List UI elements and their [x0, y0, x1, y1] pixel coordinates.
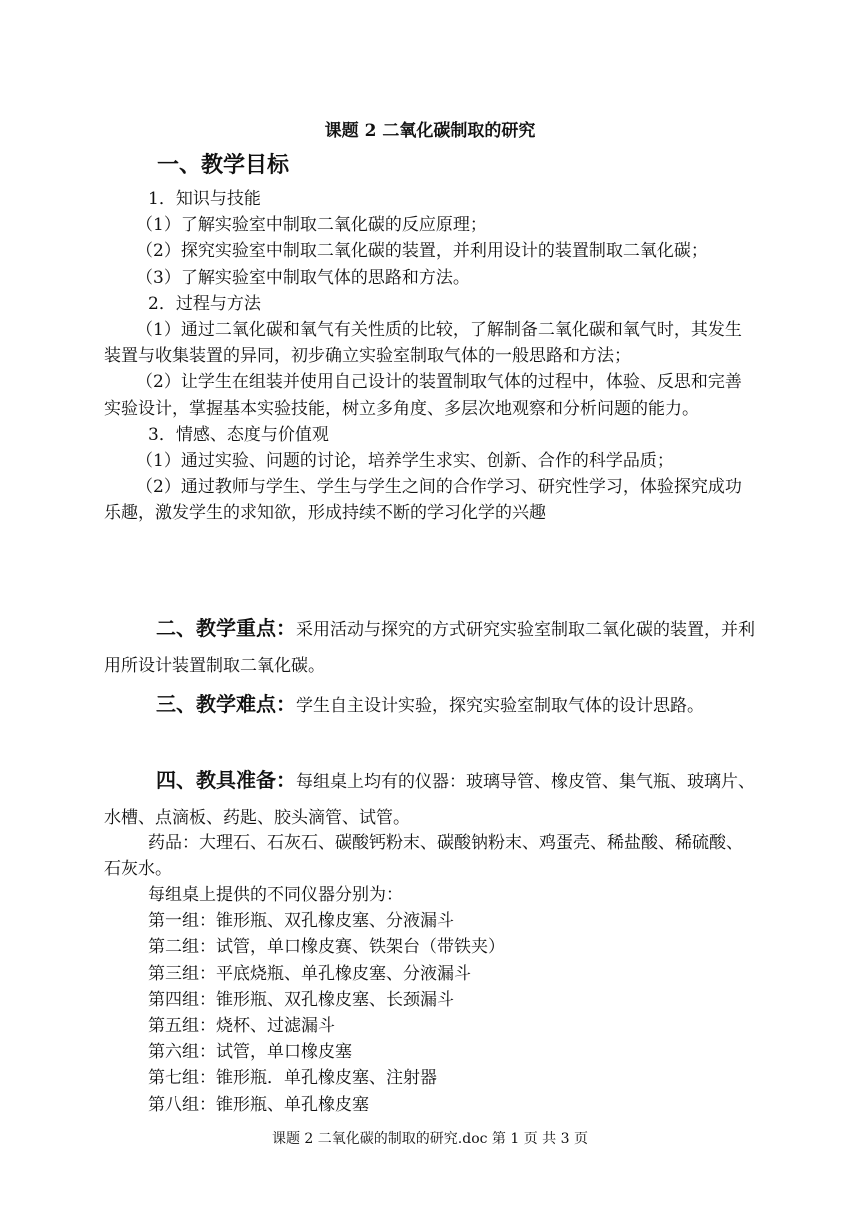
section-materials [104, 762, 758, 836]
group-item: 第五组：烧杯、过滤漏斗 [148, 1016, 335, 1037]
group-item: 第七组：锥形瓶．单孔橡皮塞、注射器 [148, 1068, 437, 1089]
materials-heading: 四、教具准备： [156, 768, 296, 792]
section-heading-teaching-goals: 一、教学目标 [157, 152, 290, 178]
section-difficulties [104, 686, 758, 724]
group-item: 第一组：锥形瓶、双孔橡皮塞、分液漏斗 [148, 911, 454, 932]
goal-item: （1）通过二氧化碳和氧气有关性质的比较，了解制备二氧化碳和氧气时，其发生装置与收集装置的异同，初步确立实验室制取气体的一般思路和方法； [104, 320, 742, 367]
goal-subheading-knowledge: 1．知识与技能 [148, 189, 261, 209]
group-list [148, 882, 505, 1118]
materials-drugs: 药品：大理石、石灰石、碳酸钙粉末、碳酸钠粉末、鸡蛋壳、稀盐酸、稀硫酸、石灰水。 [104, 833, 743, 880]
group-item: 第八组：锥形瓶、单孔橡皮塞 [148, 1094, 369, 1115]
goal-item: （2）让学生在组装并使用自己设计的装置制取气体的过程中，体验、反思和完善实验设计，掌握基本实验技能，树立多角度、多层次地观察和分析问题的能力。 [104, 372, 742, 419]
materials-text: 每组桌上均有的仪器：玻璃导管、橡皮管、集气瓶、玻璃片、水槽、点滴板、药匙、胶头滴管、试管。 [104, 772, 755, 828]
goal-item: （2）探究实验室中制取二氧化碳的装置，并利用设计的装置制取二氧化碳； [136, 241, 708, 262]
group-item: 第二组：试管，单口橡皮赛、铁架台（带铁夹） [148, 937, 505, 958]
key-points-text: 采用活动与探究的方式研究实验室制取二氧化碳的装置，并利用所设计装置制取二氧化碳。 [104, 620, 755, 676]
goal-subheading-process: 2．过程与方法 [148, 293, 261, 314]
group-item: 第四组：锥形瓶、双孔橡皮塞、长颈漏斗 [148, 989, 454, 1010]
section-key-points [104, 610, 758, 684]
goal-item: （1）了解实验室中制取二氧化碳的反应原理； [136, 215, 487, 236]
goal-item: （2）通过教师与学生、学生与学生之间的合作学习、研究性学习，体验探究成功乐趣，激发学生的求知欲，形成持续不断的学习化学的兴趣 [104, 477, 742, 524]
goal-item: （1）通过实验、问题的讨论，培养学生求实、创新、合作的科学品质； [136, 451, 674, 472]
difficulties-heading: 三、教学难点： [156, 692, 296, 716]
goal-subheading-attitude: 3．情感、态度与价值观 [148, 424, 329, 445]
key-points-heading: 二、教学重点： [156, 616, 296, 640]
groups-intro: 每组桌上提供的不同仪器分别为： [148, 885, 403, 905]
teaching-goals-body [104, 186, 758, 527]
goal-item: （3）了解实验室中制取气体的思路和方法。 [136, 267, 470, 288]
materials-drugs-block [104, 830, 758, 882]
group-item: 第三组：平底烧瓶、单孔橡皮塞、分液漏斗 [148, 963, 471, 984]
page-footer: 课题 2 二氧化碳的制取的研究.doc 第 1 页 共 3 页 [271, 1131, 588, 1147]
difficulties-text: 学生自主设计实验，探究实验室制取气体的设计思路。 [296, 696, 704, 716]
group-item: 第六组：试管，单口橡皮塞 [148, 1042, 352, 1063]
document-title: 课题 2 二氧化碳制取的研究 [324, 121, 536, 141]
